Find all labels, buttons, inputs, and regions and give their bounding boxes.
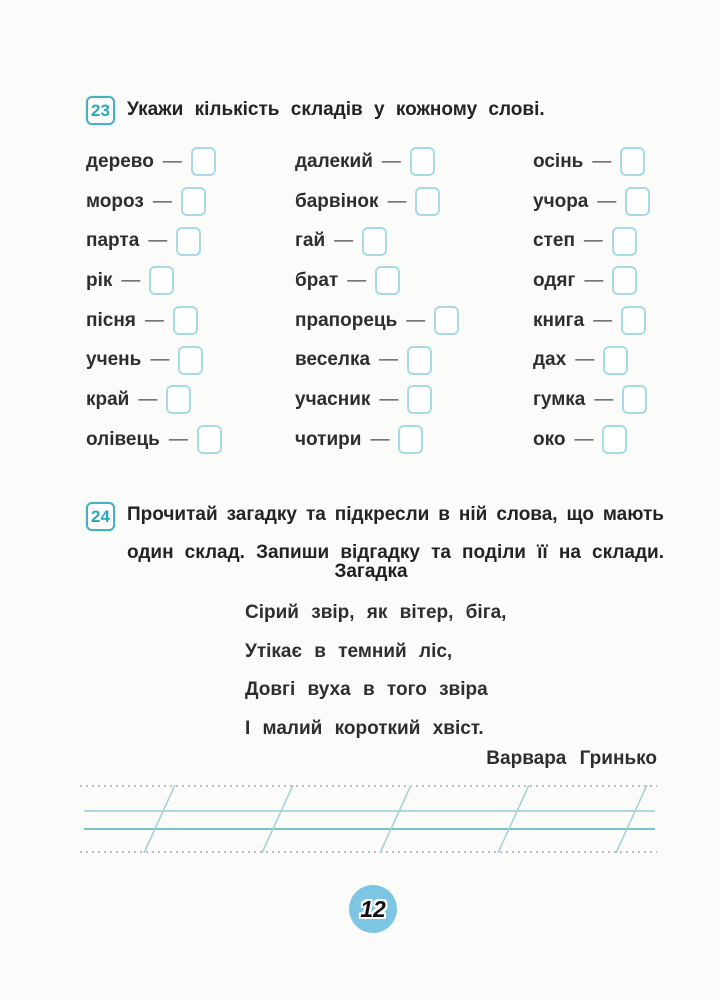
word-item [295, 301, 530, 341]
dash: — [575, 349, 595, 371]
word-item [86, 301, 291, 341]
handwriting-lines-area[interactable] [80, 785, 657, 853]
riddle-line-2: Утікає в темний ліс, [245, 641, 453, 662]
word-item [533, 301, 663, 341]
word-label: чотири [295, 428, 362, 450]
word-label: далекий [295, 150, 373, 172]
exercise-23-header [86, 96, 545, 125]
dash: — [370, 428, 390, 450]
dash: — [584, 269, 604, 291]
dash: — [574, 428, 594, 450]
syllable-count-box[interactable] [166, 385, 191, 414]
dash: — [144, 309, 164, 331]
word-item [86, 182, 291, 222]
word-label: осінь [533, 150, 584, 172]
word-item [533, 221, 663, 261]
syllable-count-box[interactable] [415, 187, 440, 216]
syllable-count-box[interactable] [612, 227, 637, 256]
word-label: край [86, 388, 130, 410]
dash: — [594, 388, 614, 410]
word-label: одяг [533, 269, 576, 291]
riddle-line-1: Сірий звір, як вітер, біга, [245, 602, 507, 623]
syllable-count-box[interactable] [362, 227, 387, 256]
dash: — [593, 309, 613, 331]
dash: — [152, 190, 172, 212]
word-item [295, 221, 530, 261]
word-item [295, 380, 530, 420]
word-label: веселка [295, 349, 371, 371]
exercise-24-number-badge: 24 [86, 502, 115, 531]
dash: — [406, 309, 426, 331]
word-item [295, 142, 530, 182]
dash: — [387, 190, 407, 212]
word-label: дах [533, 349, 567, 371]
word-label: барвінок [295, 190, 379, 212]
syllable-count-box[interactable] [621, 306, 646, 335]
word-item [86, 142, 291, 182]
word-label: учень [86, 349, 142, 371]
word-label: учора [533, 190, 589, 212]
word-item [533, 142, 663, 182]
riddle-line-3: Довгі вуха в того звіра [245, 679, 488, 700]
word-label: око [533, 428, 566, 450]
word-item [86, 380, 291, 420]
syllable-count-box[interactable] [410, 147, 435, 176]
page-number: 12 [360, 895, 386, 922]
dash: — [381, 150, 401, 172]
syllable-count-box[interactable] [620, 147, 645, 176]
dash: — [592, 150, 612, 172]
word-label: степ [533, 230, 575, 252]
word-column-1 [86, 142, 291, 460]
word-item [533, 182, 663, 222]
syllable-count-box[interactable] [407, 385, 432, 414]
word-label: книга [533, 309, 585, 331]
syllable-count-box[interactable] [191, 147, 216, 176]
word-item [533, 340, 663, 380]
dash: — [334, 230, 354, 252]
word-label: гумка [533, 388, 586, 410]
exercise-23-number-badge: 23 [86, 96, 115, 125]
dash: — [121, 269, 141, 291]
word-item [86, 261, 291, 301]
exercise-24-title-line-1: Прочитай загадку та підкресли в ній слова, що мають [127, 504, 664, 525]
word-label: дерево [86, 150, 154, 172]
word-item [533, 261, 663, 301]
riddle-title: Загадка [334, 561, 408, 582]
word-item [295, 261, 530, 301]
word-label: рік [86, 269, 113, 291]
page-number-circle [349, 885, 397, 933]
riddle-author: Варвара Гринько [486, 748, 657, 769]
dash: — [379, 388, 399, 410]
dash: — [150, 349, 170, 371]
dash: — [379, 349, 399, 371]
syllable-count-box[interactable] [622, 385, 647, 414]
syllable-count-box[interactable] [398, 425, 423, 454]
syllable-count-box[interactable] [375, 266, 400, 295]
word-item [533, 380, 663, 420]
syllable-count-box[interactable] [407, 346, 432, 375]
dash: — [138, 388, 158, 410]
word-item [533, 420, 663, 460]
word-label: пісня [86, 309, 136, 331]
word-label: олівець [86, 428, 160, 450]
syllable-count-box[interactable] [625, 187, 650, 216]
syllable-count-box[interactable] [178, 346, 203, 375]
word-item [86, 420, 291, 460]
syllable-count-box[interactable] [176, 227, 201, 256]
riddle-line-4: І малий короткий хвіст. [245, 718, 484, 739]
dash: — [168, 428, 188, 450]
word-column-3 [533, 142, 663, 460]
word-label: прапорець [295, 309, 398, 331]
syllable-count-box[interactable] [434, 306, 459, 335]
word-item [295, 182, 530, 222]
word-label: мороз [86, 190, 144, 212]
word-label: гай [295, 230, 326, 252]
slant-guide-lines [80, 785, 657, 853]
syllable-count-box[interactable] [197, 425, 222, 454]
word-item [86, 221, 291, 261]
word-column-2 [295, 142, 530, 460]
exercise-23-title: Укажи кількість складів у кожному слові. [127, 99, 545, 120]
exercise-24-title-line-2: один склад. Запиши відгадку та поділи її на склади. [127, 542, 664, 563]
word-label: учасник [295, 388, 371, 410]
dash: — [583, 230, 603, 252]
syllable-count-box[interactable] [612, 266, 637, 295]
word-label: парта [86, 230, 140, 252]
syllable-count-box[interactable] [149, 266, 174, 295]
word-item [295, 420, 530, 460]
word-item [86, 340, 291, 380]
dash: — [347, 269, 367, 291]
dash: — [597, 190, 617, 212]
word-label: брат [295, 269, 339, 291]
syllable-count-box[interactable] [173, 306, 198, 335]
syllable-count-box[interactable] [181, 187, 206, 216]
syllable-count-box[interactable] [602, 425, 627, 454]
syllable-count-box[interactable] [603, 346, 628, 375]
word-item [295, 340, 530, 380]
dash: — [148, 230, 168, 252]
dash: — [162, 150, 182, 172]
